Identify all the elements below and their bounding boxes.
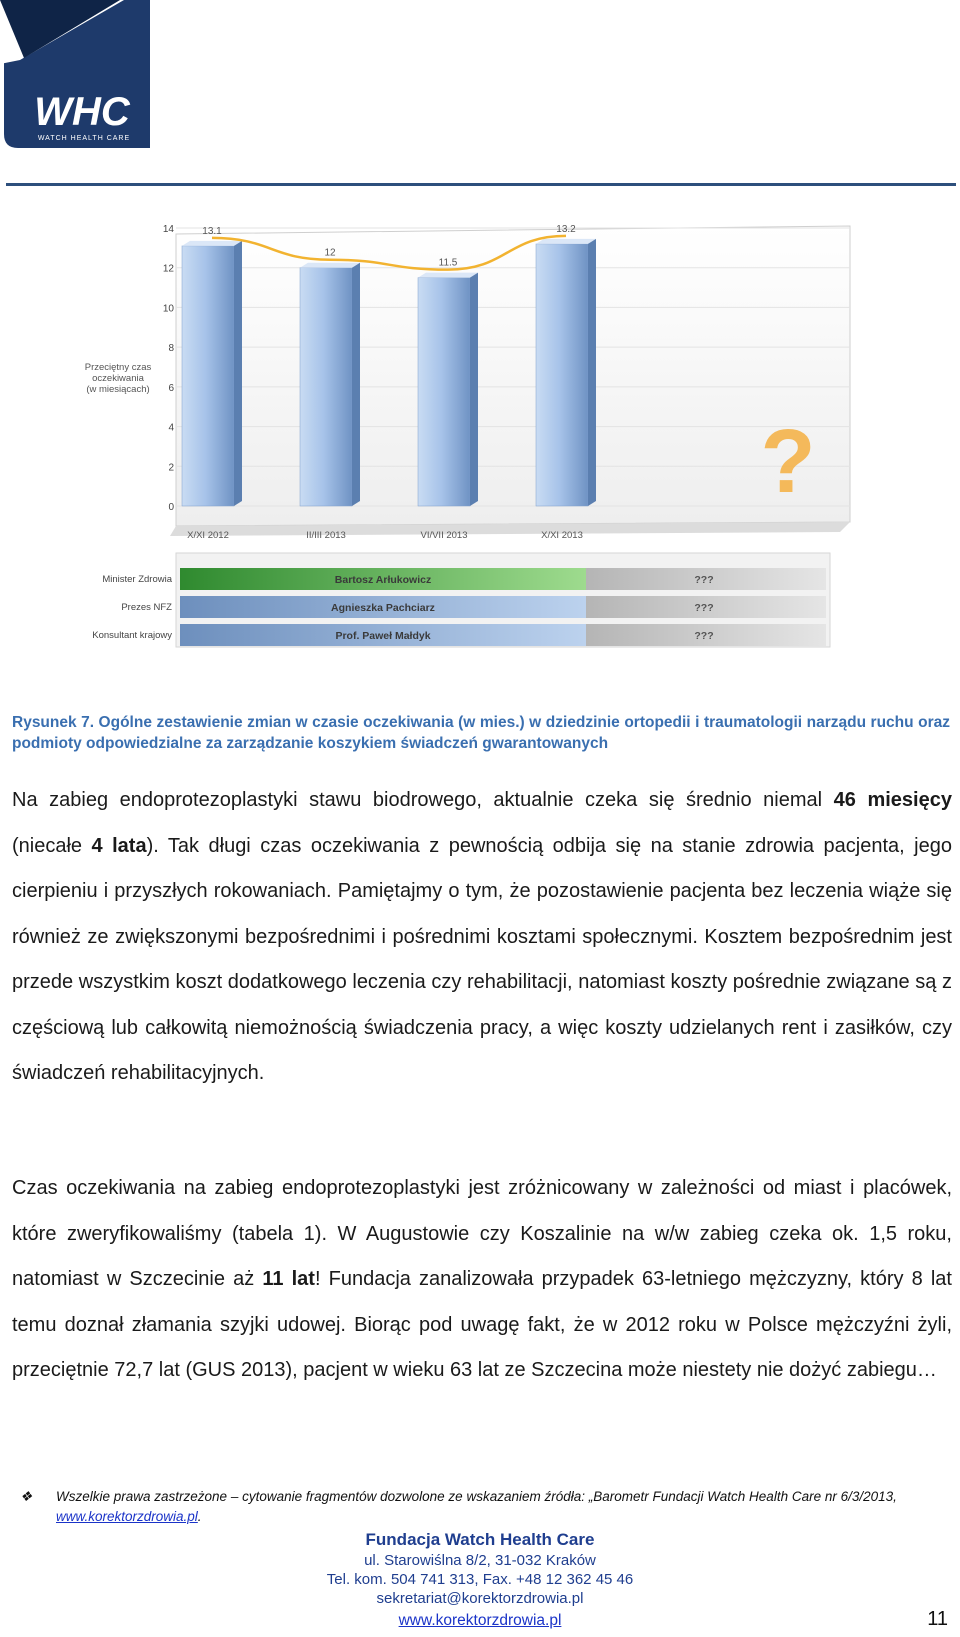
value-label: 12 (324, 247, 336, 259)
logo-subtext: WATCH HEALTH CARE (37, 135, 131, 142)
footer-website-link[interactable]: www.korektorzdrowia.pl (398, 1612, 562, 1629)
footer-email[interactable]: sekretariat@korektorzdrowia.pl (376, 1590, 584, 1607)
bar (418, 278, 470, 506)
future-responsible: ??? (694, 630, 714, 642)
y-tick-label: 6 (168, 382, 174, 394)
bar-side (588, 239, 596, 506)
p2-bold-years: 11 lat (262, 1268, 315, 1290)
y-axis-label-line: oczekiwania (92, 373, 144, 384)
future-responsible: ??? (694, 574, 714, 586)
x-tick-label: X/XI 2012 (187, 530, 229, 541)
diamond-bullet-icon: ❖ (20, 1489, 33, 1504)
p1-bold-months: 46 miesięcy (833, 789, 952, 811)
bar-side (234, 241, 242, 506)
y-tick-label: 10 (162, 303, 174, 315)
whc-logo (0, 0, 160, 160)
bar (300, 268, 352, 506)
footnote-end: . (197, 1509, 202, 1524)
x-tick-label: X/XI 2013 (541, 530, 583, 541)
footer-website[interactable] (0, 1612, 960, 1630)
responsible-role: Konsultant krajowy (92, 630, 172, 641)
y-tick-label: 4 (168, 422, 174, 434)
responsible-name: Bartosz Arłukowicz (334, 574, 432, 586)
footnote-text: Wszelkie prawa zastrzeżone – cytowanie fragmentów dozwolone ze wskazaniem źródła: „Barometr Fundacji Watch Health Care nr 6/3/2013, (56, 1489, 897, 1504)
y-axis-label-line: Przeciętny czas (84, 362, 152, 373)
p1-bold-years: 4 lata (91, 834, 147, 857)
p1-text-e: ). Tak długi czas oczekiwania z pewnością odbija się na stanie zdrowia pacjenta, jego cierpieniu i przyszłych rokowaniach. Pamiętajmy o tym, że pozostawienie pacjenta bez leczenia wiąże się również ze zwiększonymi bezpośrednimi i pośrednimi kosztami społecznymi. Kosztem bezpośrednim jest przede wszystkim koszt dodatkowego leczenia czy rehabilitacji, natomiast koszty pośrednie związane są z częściową lub całkowitą niemożnością świadczenia pracy, a więc koszty udzielanych rent i zasiłków, czy świadczeń rehabilitacyjnych. (12, 834, 952, 1084)
copyright-footnote (20, 1487, 920, 1527)
bar (536, 244, 588, 506)
value-label: 13.2 (556, 223, 576, 235)
y-axis-label (85, 362, 152, 395)
plot-area (170, 223, 850, 536)
y-axis-label-line: (w miesiącach) (86, 384, 150, 395)
paragraph-1 (12, 778, 952, 1097)
y-tick-label: 12 (162, 263, 174, 275)
future-responsible: ??? (694, 602, 714, 614)
footer-phone: Tel. kom. 504 741 313, Fax. +48 12 362 45 46 (326, 1571, 634, 1588)
bar-top (182, 241, 242, 246)
y-tick-label: 0 (168, 502, 174, 513)
x-tick-label: II/III 2013 (306, 530, 346, 541)
footnote-link[interactable]: www.korektorzdrowia.pl (56, 1509, 198, 1524)
paragraph-2 (12, 1166, 952, 1394)
p2-text-a: Czas oczekiwania na zabieg endoprotezoplastyki jest zróżnicowany w zależności od miast i placówek, które zweryfikowaliśmy (tabela 1). W Augustowie czy Koszalinie na w/w zabieg czeka ok. 1,5 roku, natomiast w Szczecinie aż (12, 1177, 952, 1290)
bar-side (470, 273, 478, 506)
p2-text-c: ! Fundacja zanalizowała przypadek 63-letniego mężczyzny, który 8 lat temu doznał złamania szyjki udowej. Biorąc pod uwagę fakt, że w 2012 roku w Polsce mężczyźni żyli, przeciętnie 72,7 lat (GUS 2013), pacjent w wieku 63 lat ze Szczecina może niestety nie dożyć zabiegu… (12, 1268, 952, 1381)
bar-top (418, 273, 478, 278)
responsible-role: Minister Zdrowia (102, 574, 172, 585)
logo-text: WHC (34, 90, 130, 134)
footer-organization: Fundacja Watch Health Care (365, 1530, 595, 1549)
chart-svg (80, 220, 890, 690)
y-tick-label: 2 (168, 462, 174, 474)
bar-top (536, 239, 596, 244)
value-label: 13.1 (202, 225, 222, 237)
y-tick-label: 8 (168, 343, 174, 355)
x-tick-label: VI/VII 2013 (420, 530, 468, 541)
bar (182, 246, 234, 506)
bar-top (300, 263, 360, 268)
header-rule (6, 183, 956, 186)
page-number: 11 (927, 1608, 948, 1630)
responsible-name: Agnieszka Pachciarz (331, 602, 435, 614)
bar-side (352, 263, 360, 506)
footer-address: ul. Starowiślna 8/2, 31-032 Kraków (364, 1552, 596, 1569)
figure-caption: Rysunek 7. Ogólne zestawienie zmian w czasie oczekiwania (w mies.) w dziedzinie ortopedii i traumatologii narządu ruchu oraz podmioty odpowiedzialne za zarządzanie koszykiem świadczeń gwarantowanych (12, 714, 950, 752)
p1-text-c: (niecałe (12, 834, 92, 857)
y-tick-label: 14 (162, 224, 174, 235)
next-period-question-mark: ? (760, 412, 816, 512)
responsible-name: Prof. Paweł Małdyk (335, 630, 431, 642)
responsible-role: Prezes NFZ (121, 602, 172, 613)
p1-text-a: Na zabieg endoprotezoplastyki stawu biodrowego, aktualnie czeka się średnio niemal (12, 789, 834, 811)
waiting-time-chart (80, 220, 890, 690)
value-label: 11.5 (438, 257, 458, 269)
